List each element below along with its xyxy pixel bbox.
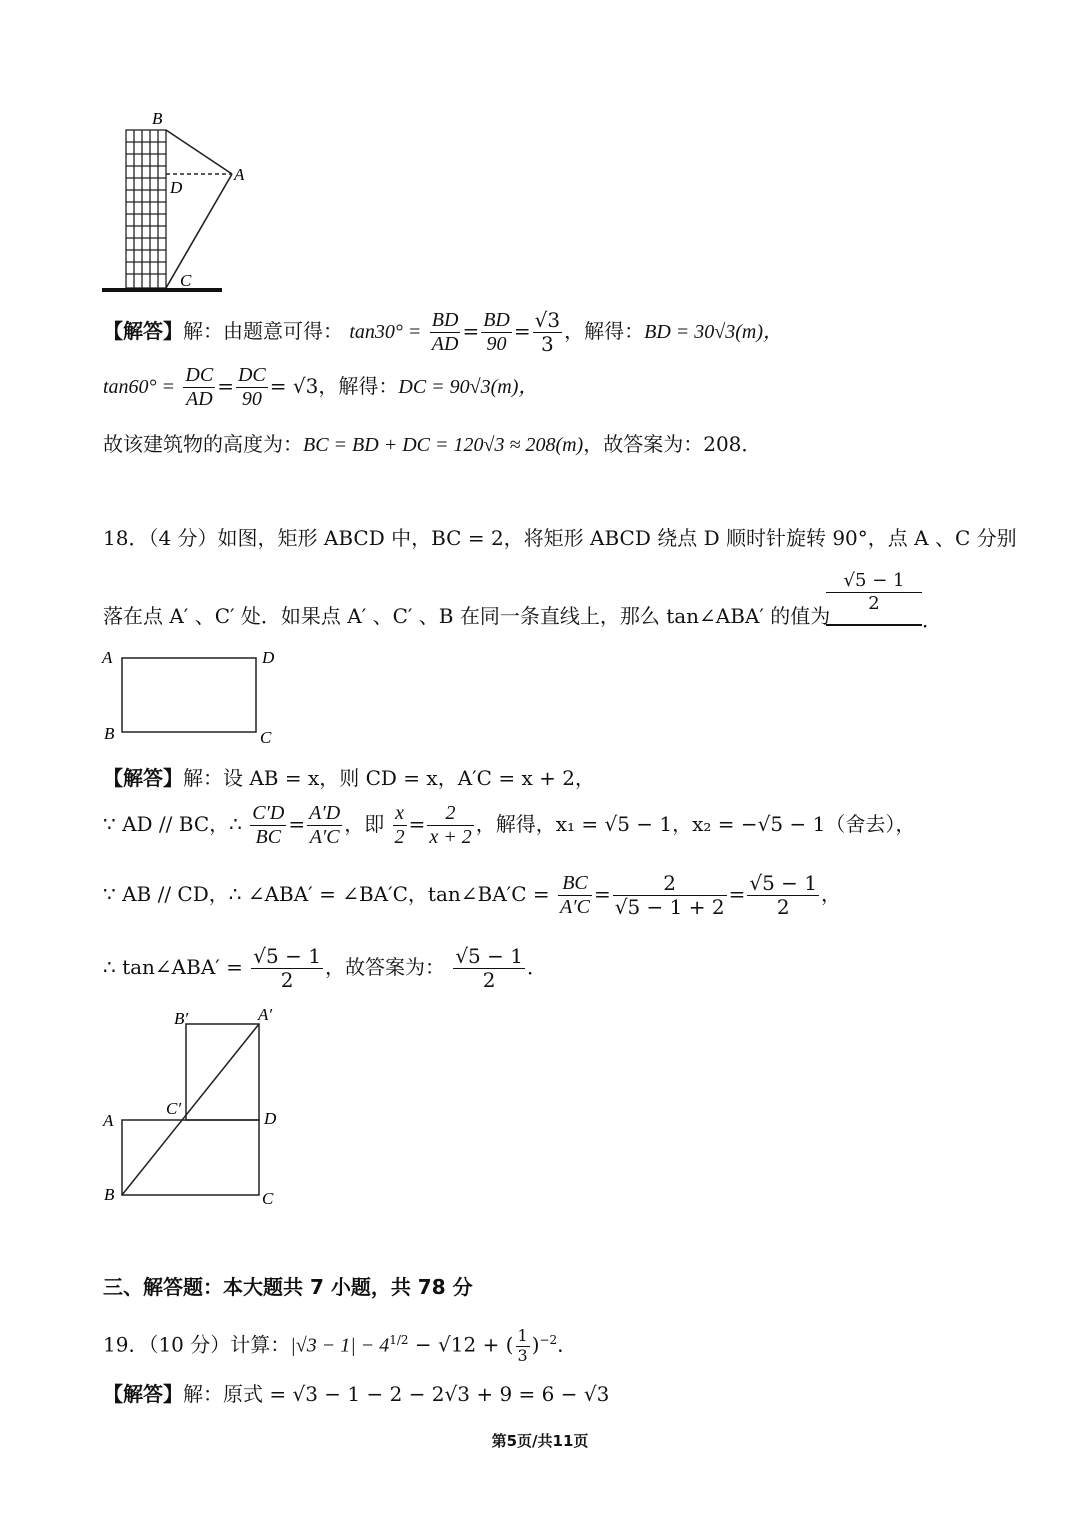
label-b: B (152, 109, 163, 128)
label-d: D (170, 178, 183, 197)
label-a: A (102, 648, 113, 667)
problem-18-period: ． (922, 608, 942, 632)
section-heading: 三、解答题：本大题共 7 小题，共 78 分 (103, 1275, 473, 1299)
solution-17-line-2: tan60° = $\frac{DC}{AD}$ = $\frac{DC}{90}$ = √3，解得：DC = 90√3(m)， (103, 364, 539, 410)
label-a-prime: A′ (258, 1005, 273, 1024)
label-d: D (264, 1109, 277, 1128)
label-b: B (104, 1185, 115, 1204)
label-a: A (234, 165, 245, 184)
label-c: C (180, 271, 192, 290)
solution-19: 【解答】解：原式 = √3 − 1 − 2 − 2√3 + 9 = 6 − √3 (103, 1382, 610, 1406)
label-d: D (262, 648, 275, 667)
problem-18-line-1: 18．（4 分）如图，矩形 ABCD 中，BC = 2，将矩形 ABCD 绕点 D 顺时针旋转 90°，点 A 、C 分别 (103, 526, 1017, 550)
label-c-prime: C′ (166, 1099, 182, 1118)
figure-building (100, 108, 260, 298)
answer-blank (826, 624, 922, 626)
label-c: C (260, 728, 272, 747)
figure-rotated-rectangle (100, 1002, 300, 1212)
solution-18-line-4: ∴ tan∠ABA′ = $\frac{√5 - 1}{2}$ ，故答案为： $\frac{√5 - 1}{2}$ ． (103, 944, 547, 992)
problem-18-line-2: 落在点 A′ 、C′ 处．如果点 A′ 、C′ 、B 在同一条直线上，那么 tan∠ABA′ 的值为 (103, 604, 831, 628)
problem-19: 19．（10 分）计算：$|√3 - 1| - 4^{1/2} - √12$ + ( $\frac{1}{3}$ )$^{-2}$． (103, 1326, 578, 1365)
figure-rectangle (100, 645, 290, 750)
label-c: C (262, 1189, 274, 1208)
problem-18-answer: √5 − 1 2 (826, 570, 922, 615)
label-a: A (103, 1111, 114, 1130)
solution-18-line-2: ∵ AD // BC，∴ $\frac{C'D}{BC}$ = $\frac{A'D}{A'C}$ ，即 $\frac{x}{2}$ = $\frac{2}{x + 2}$ ，解得，x₁ = √5 − 1，x₂ = −√5 − 1（舍去）， (103, 802, 916, 848)
solution-18-line-1: 【解答】解：设 AB = x，则 CD = x，A′C = x + 2， (103, 766, 595, 790)
solution-17-line-3: 故该建筑物的高度为：BC = BD + DC = 120√3 ≈ 208(m)，故答案为：208． (103, 432, 762, 456)
label-b: B (104, 724, 115, 743)
label-b-prime: B′ (174, 1009, 189, 1028)
solution-17-line-1: 【解答】解：由题意可得： tan30° = $\frac{BD}{AD}$ = $\frac{BD}{90}$ = $\frac{√3}{3}$ ，解得：BD = 30√3(m)， (103, 308, 784, 356)
page-number: 第5页/共11页 (491, 1432, 589, 1450)
solution-18-line-3: ∵ AB // CD，∴ ∠ABA′ = ∠BA′C，tan∠BA′C = $\frac{BC}{A'C}$ = $\frac{2}{√5 - 1 + 2}$ = $\frac{√5 - 1}{2}$ ， (103, 871, 842, 919)
